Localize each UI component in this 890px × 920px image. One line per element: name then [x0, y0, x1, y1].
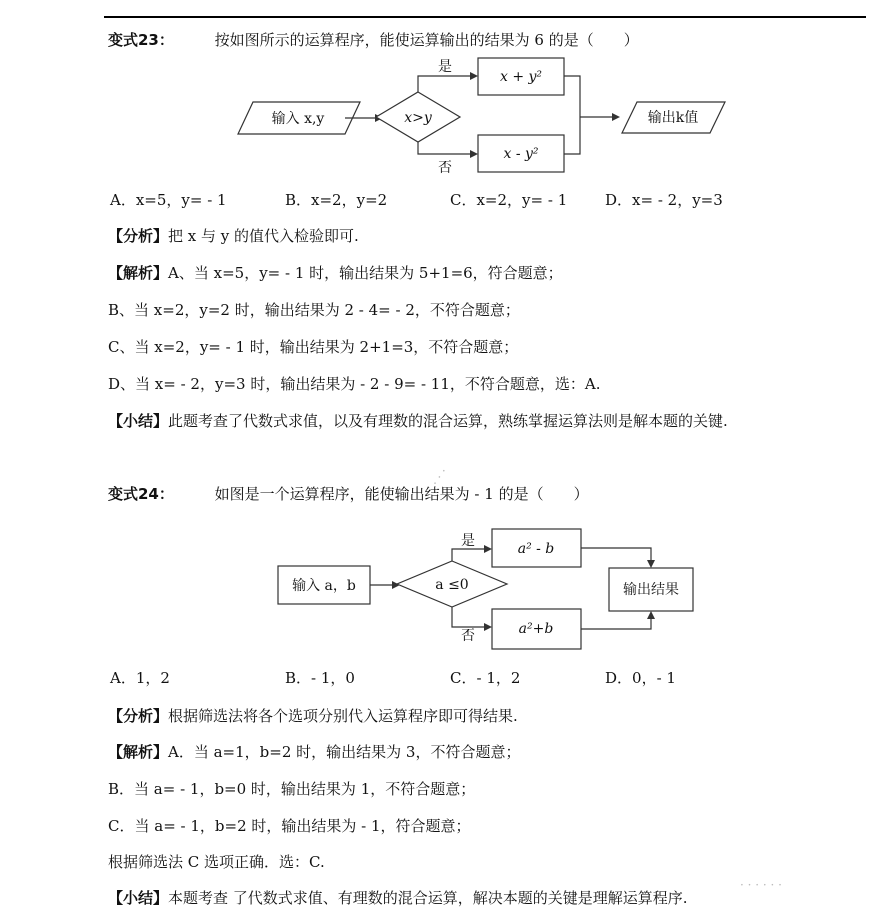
p23-summary-tag: 【小结】 [108, 412, 169, 430]
fc23-condition-text: x>y [404, 110, 432, 126]
p24-analysis-tag: 【分析】 [108, 707, 169, 725]
problem24-header [108, 484, 589, 504]
fc24-output-arrowhead-top [647, 560, 655, 568]
fc24-no-expr: a²+b [518, 621, 554, 637]
p23-option-c: C．x=2，y= - 1 [450, 191, 568, 209]
p24-summary [108, 888, 688, 908]
watermark-corner: · · · · · · [740, 878, 782, 892]
fc24-yes-to-output [581, 548, 651, 560]
flowchart-23 [238, 58, 725, 176]
p24-solution-line-1 [108, 742, 520, 762]
p24-solution-tag: 【解析】 [108, 743, 169, 761]
fc23-merge-line [564, 76, 580, 154]
p23-option-d: D．x= - 2，y=3 [605, 191, 723, 209]
watermark-trace: · · · [428, 465, 451, 489]
fc24-yes-arrowhead [484, 545, 492, 553]
fc23-yes-label: 是 [438, 59, 452, 75]
p23-solution-tag: 【解析】 [108, 264, 169, 282]
problem23-question: 按如图所示的运算程序，能使运算输出的结果为 6 的是（ ） [214, 31, 639, 49]
fc24-condition-text: a ≤0 [435, 577, 469, 593]
fc23-no-expr: x - y² [503, 146, 539, 162]
p23-option-a: A．x=5，y= - 1 [110, 191, 227, 209]
fc23-no-arrowhead [470, 150, 478, 158]
problem24-label: 变式24： [108, 485, 174, 503]
fc24-output-arrowhead-bottom [647, 611, 655, 619]
fc23-yes-expr: x + y² [499, 69, 543, 85]
fc24-input-text: 输入 a，b [292, 578, 356, 594]
fc24-no-label: 否 [461, 628, 475, 644]
p23-analysis-text: 把 x 与 y 的值代入检验即可. [168, 227, 359, 245]
fc23-output-text: 输出k值 [647, 110, 699, 126]
fc24-no-to-output [581, 619, 651, 629]
p23-solution-line-2: B、当 x=2，y=2 时，输出结果为 2 - 4= - 2，不符合题意； [108, 301, 520, 319]
problem24-question: 如图是一个运算程序，能使输出结果为 - 1 的是（ ） [214, 485, 589, 503]
p23-analysis-tag: 【分析】 [108, 227, 169, 245]
p23-solution-line-1 [108, 263, 563, 283]
p23-solution-line-3: C、当 x=2，y= - 1 时，输出结果为 2+1=3，不符合题意； [108, 338, 519, 356]
fc24-no-line [452, 607, 484, 627]
p23-solution-line-4: D、当 x= - 2，y=3 时，输出结果为 - 2 - 9= - 11，不符合题意，选：A. [108, 375, 601, 393]
fc23-yes-line [418, 76, 470, 92]
fc24-yes-label: 是 [461, 533, 475, 549]
p24-summary-text: 本题考查 了代数式求值、有理数的混合运算，解决本题的关键是理解运算程序. [168, 889, 688, 907]
p24-solution-line-4: 根据筛选法 C 选项正确．选：C. [108, 853, 325, 871]
fc24-yes-line [452, 549, 484, 561]
p24-option-b: B．- 1，0 [285, 669, 355, 687]
p24-option-a: A．1，2 [110, 669, 170, 687]
p24-option-d: D．0，- 1 [605, 669, 676, 687]
p24-solution-line-2: B．当 a= - 1，b=0 时，输出结果为 1，不符合题意； [108, 780, 476, 798]
p23-summary [108, 411, 728, 431]
fc24-output-text: 输出结果 [623, 582, 679, 598]
p24-solution-text-1: A．当 a=1，b=2 时，输出结果为 3，不符合题意； [168, 743, 521, 761]
fc24-yes-expr: a² - b [517, 541, 555, 557]
problem23-label: 变式23： [108, 31, 174, 49]
p24-option-c: C．- 1，2 [450, 669, 521, 687]
p24-solution-line-3: C．当 a= - 1，b=2 时，输出结果为 - 1，符合题意； [108, 817, 471, 835]
p23-option-b: B．x=2，y=2 [285, 191, 388, 209]
p24-summary-tag: 【小结】 [108, 889, 169, 907]
p23-summary-text: 此题考查了代数式求值，以及有理数的混合运算，熟练掌握运算法则是解本题的关键. [168, 412, 728, 430]
fc23-no-line [418, 142, 470, 154]
p23-solution-text-1: A、当 x=5，y= - 1 时，输出结果为 5+1=6，符合题意； [168, 264, 563, 282]
fc23-input-text: 输入 x,y [271, 111, 325, 127]
fc24-no-arrowhead [484, 623, 492, 631]
fc23-yes-arrowhead [470, 72, 478, 80]
p23-analysis [108, 226, 359, 246]
fc23-arrowhead-out [612, 113, 620, 121]
fc23-no-label: 否 [438, 160, 452, 176]
flowchart-24 [278, 529, 693, 649]
p24-analysis [108, 706, 518, 726]
p24-analysis-text: 根据筛选法将各个选项分别代入运算程序即可得结果. [168, 707, 518, 725]
